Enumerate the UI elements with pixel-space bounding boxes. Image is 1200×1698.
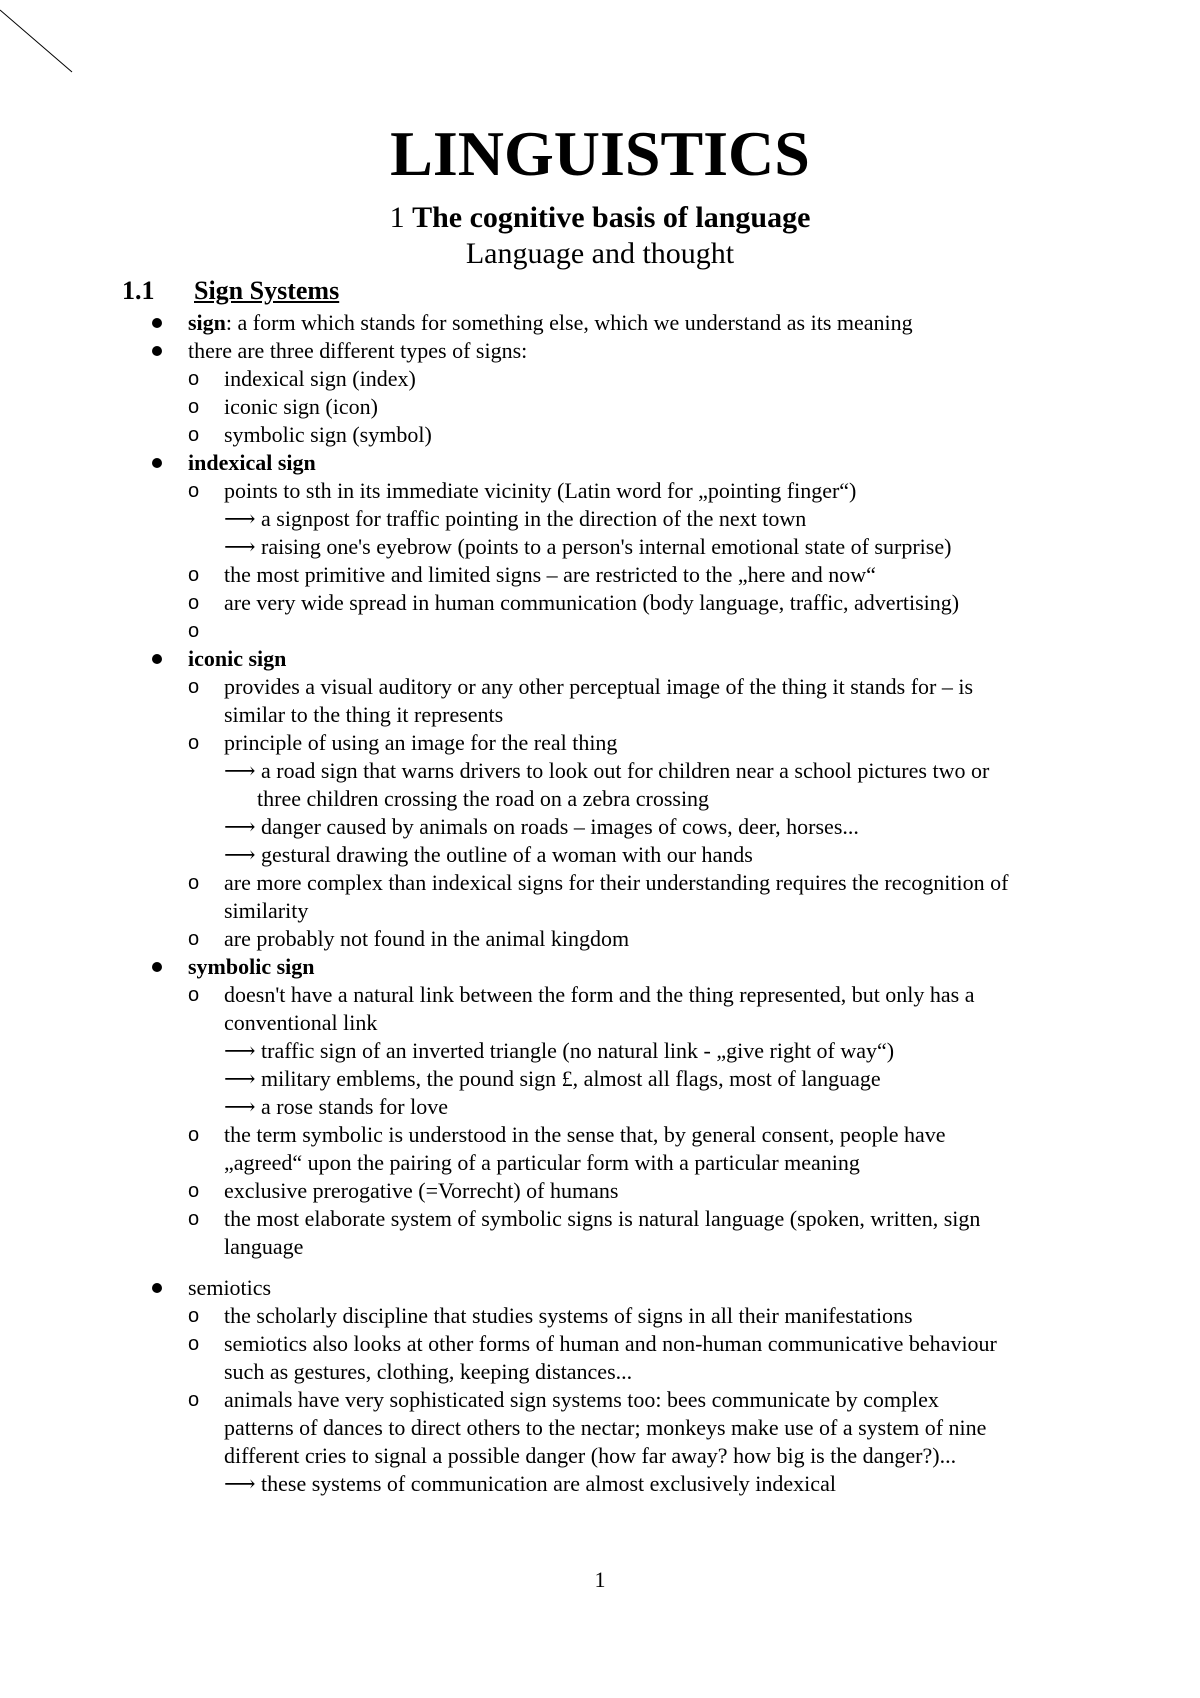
line-text <box>224 1149 860 1177</box>
sub-bullet-icon: o <box>188 620 200 642</box>
sub-item <box>0 421 1200 449</box>
bullet-item <box>0 337 1200 365</box>
sub-bullet-icon: o <box>188 396 200 418</box>
continuation-line <box>0 1442 1200 1470</box>
continuation-line <box>0 1093 1200 1121</box>
continuation-line <box>0 533 1200 561</box>
line-text <box>224 1302 913 1330</box>
line-text <box>188 309 913 337</box>
line-text <box>224 673 973 701</box>
text: ⟶ these systems of communication are almost exclusively indexical <box>224 1471 836 1496</box>
text: ⟶ gestural drawing the outline of a woman with our hands <box>224 842 753 867</box>
line-text <box>224 1205 980 1233</box>
text: ⟶ military emblems, the pound sign £, almost all flags, most of language <box>224 1066 881 1091</box>
bullet-icon <box>152 654 162 664</box>
line-text <box>224 561 876 589</box>
sub-item <box>0 925 1200 953</box>
sub-item <box>0 617 1200 645</box>
sub-bullet-icon: o <box>188 564 200 586</box>
sub-bullet-icon: o <box>188 480 200 502</box>
line-text <box>224 701 503 729</box>
line-text <box>188 953 315 981</box>
text: principle of using an image for the real thing <box>224 730 618 755</box>
term: indexical sign <box>188 450 316 475</box>
line-text <box>224 1358 632 1386</box>
text: there are three different types of signs: <box>188 338 528 363</box>
bullet-item <box>0 953 1200 981</box>
sub-bullet-icon: o <box>188 1124 200 1146</box>
sub-item <box>0 1121 1200 1149</box>
sub-item <box>0 729 1200 757</box>
document-title: LINGUISTICS <box>390 118 810 189</box>
text: similarity <box>224 898 309 923</box>
chapter-number: 1 <box>389 201 405 234</box>
sub-item <box>0 1386 1200 1414</box>
continuation-line <box>0 757 1200 785</box>
sub-bullet-icon: o <box>188 984 200 1006</box>
line-text <box>188 449 316 477</box>
sub-bullet-icon: o <box>188 1305 200 1327</box>
term: symbolic sign <box>188 954 315 979</box>
text: points to sth in its immediate vicinity (Latin word for „pointing finger“) <box>224 478 857 503</box>
text: are more complex than indexical signs for their understanding requires the recognition of <box>224 870 1009 895</box>
bullet-item <box>0 645 1200 673</box>
text: ⟶ a signpost for traffic pointing in the direction of the next town <box>224 506 807 531</box>
bullet-icon <box>152 1283 162 1293</box>
line-text <box>257 785 709 813</box>
text: the scholarly discipline that studies systems of signs in all their manifestations <box>224 1303 913 1328</box>
line-text <box>224 813 859 841</box>
line-text <box>224 897 308 925</box>
text: „agreed“ upon the pairing of a particular form with a particular meaning <box>224 1150 860 1175</box>
sub-bullet-icon: o <box>188 928 200 950</box>
line-text <box>224 421 432 449</box>
term: iconic sign <box>188 646 287 671</box>
line-text <box>224 1386 939 1414</box>
sub-bullet-icon: o <box>188 1389 200 1411</box>
continuation-line <box>0 785 1200 813</box>
sub-item <box>0 1302 1200 1330</box>
continuation-line <box>0 1470 1200 1498</box>
corner-fold-line <box>0 0 80 80</box>
bullet-item <box>0 1274 1200 1302</box>
line-text <box>224 1233 303 1261</box>
text: the most elaborate system of symbolic signs is natural language (spoken, written, sign <box>224 1206 981 1231</box>
continuation-line <box>0 701 1200 729</box>
text: language <box>224 1234 304 1259</box>
continuation-line <box>0 813 1200 841</box>
text: the most primitive and limited signs – are restricted to the „here and now“ <box>224 562 876 587</box>
line-text <box>224 1037 894 1065</box>
line-text <box>188 1274 271 1302</box>
line-text <box>224 589 959 617</box>
section-title: Sign Systems <box>194 276 340 305</box>
text: provides a visual auditory or any other perceptual image of the thing it stands for – is <box>224 674 974 699</box>
continuation-line <box>0 1414 1200 1442</box>
line-text <box>224 729 617 757</box>
term: sign <box>188 310 226 335</box>
line-text <box>224 1470 836 1498</box>
text: semiotics <box>188 1275 272 1300</box>
bullet-icon <box>152 458 162 468</box>
text: conventional link <box>224 1010 378 1035</box>
section-heading <box>122 275 339 307</box>
line-text <box>224 1442 956 1470</box>
sub-item <box>0 365 1200 393</box>
line-text <box>224 1065 881 1093</box>
sub-bullet-icon: o <box>188 1333 200 1355</box>
chapter-heading <box>0 200 1200 236</box>
sub-item <box>0 561 1200 589</box>
text: : a form which stands for something else, which we understand as its meaning <box>225 310 913 335</box>
text: doesn't have a natural link between the form and the thing represented, but only has a <box>224 982 975 1007</box>
text: such as gestures, clothing, keeping distances... <box>224 1359 633 1384</box>
continuation-line <box>0 841 1200 869</box>
bullet-item <box>0 449 1200 477</box>
line-text <box>224 1414 986 1442</box>
bullet-icon <box>152 346 162 356</box>
sub-item <box>0 869 1200 897</box>
sub-bullet-icon: o <box>188 872 200 894</box>
text: are very wide spread in human communication (body language, traffic, advertising) <box>224 590 960 615</box>
text: ⟶ traffic sign of an inverted triangle (no natural link - „give right of way“) <box>224 1038 895 1063</box>
sub-item <box>0 981 1200 1009</box>
document-body <box>0 309 1200 1498</box>
sub-item <box>0 1330 1200 1358</box>
bullet-item <box>0 309 1200 337</box>
sub-item <box>0 1177 1200 1205</box>
sub-bullet-icon: o <box>188 732 200 754</box>
sub-bullet-icon: o <box>188 424 200 446</box>
line-text <box>224 477 856 505</box>
line-text <box>224 1330 997 1358</box>
text: animals have very sophisticated sign systems too: bees communicate by complex <box>224 1387 939 1412</box>
continuation-line <box>0 505 1200 533</box>
continuation-line <box>0 1037 1200 1065</box>
sub-bullet-icon: o <box>188 368 200 390</box>
line-text <box>188 337 527 365</box>
sub-item <box>0 1205 1200 1233</box>
line-text <box>224 365 416 393</box>
line-text <box>224 533 951 561</box>
text: symbolic sign (symbol) <box>224 422 432 447</box>
continuation-line <box>0 1358 1200 1386</box>
line-text <box>224 841 753 869</box>
sub-item <box>0 477 1200 505</box>
continuation-line <box>0 1233 1200 1261</box>
line-text <box>224 393 378 421</box>
sub-item <box>0 673 1200 701</box>
text: three children crossing the road on a zebra crossing <box>257 786 710 811</box>
text: similar to the thing it represents <box>224 702 504 727</box>
bullet-icon <box>152 962 162 972</box>
line-text <box>224 981 975 1009</box>
text: iconic sign (icon) <box>224 394 378 419</box>
line-text <box>224 1093 448 1121</box>
continuation-line <box>0 1149 1200 1177</box>
line-text <box>224 1009 377 1037</box>
page-number: 1 <box>594 1567 606 1592</box>
sub-bullet-icon: o <box>188 1208 200 1230</box>
text: semiotics also looks at other forms of human and non-human communicative behaviour <box>224 1331 997 1356</box>
spacer <box>0 1261 1200 1274</box>
continuation-line <box>0 897 1200 925</box>
line-text <box>224 1121 946 1149</box>
line-text <box>188 645 286 673</box>
sub-item <box>0 393 1200 421</box>
sub-bullet-icon: o <box>188 676 200 698</box>
sub-bullet-icon: o <box>188 1180 200 1202</box>
text: patterns of dances to direct others to the nectar; monkeys make use of a system of nine <box>224 1415 987 1440</box>
continuation-line <box>0 1065 1200 1093</box>
section-number: 1.1 <box>122 276 155 305</box>
line-text <box>224 505 806 533</box>
text: ⟶ a road sign that warns drivers to look out for children near a school pictures two or <box>224 758 990 783</box>
chapter-title: The cognitive basis of language <box>412 201 811 234</box>
line-text <box>224 757 989 785</box>
chapter-subtitle: Language and thought <box>465 237 735 270</box>
line-text <box>224 1177 618 1205</box>
text: the term symbolic is understood in the sense that, by general consent, people have <box>224 1122 946 1147</box>
line-text <box>224 925 629 953</box>
text: indexical sign (index) <box>224 366 416 391</box>
text: exclusive prerogative (=Vorrecht) of humans <box>224 1178 619 1203</box>
text: ⟶ a rose stands for love <box>224 1094 448 1119</box>
sub-bullet-icon: o <box>188 592 200 614</box>
text: ⟶ danger caused by animals on roads – images of cows, deer, horses... <box>224 814 859 839</box>
text: different cries to signal a possible danger (how far away? how big is the danger?)... <box>224 1443 957 1468</box>
line-text <box>224 869 1008 897</box>
text: ⟶ raising one's eyebrow (points to a person's internal emotional state of surprise) <box>224 534 952 559</box>
text: are probably not found in the animal kingdom <box>224 926 630 951</box>
sub-item <box>0 589 1200 617</box>
continuation-line <box>0 1009 1200 1037</box>
bullet-icon <box>152 318 162 328</box>
